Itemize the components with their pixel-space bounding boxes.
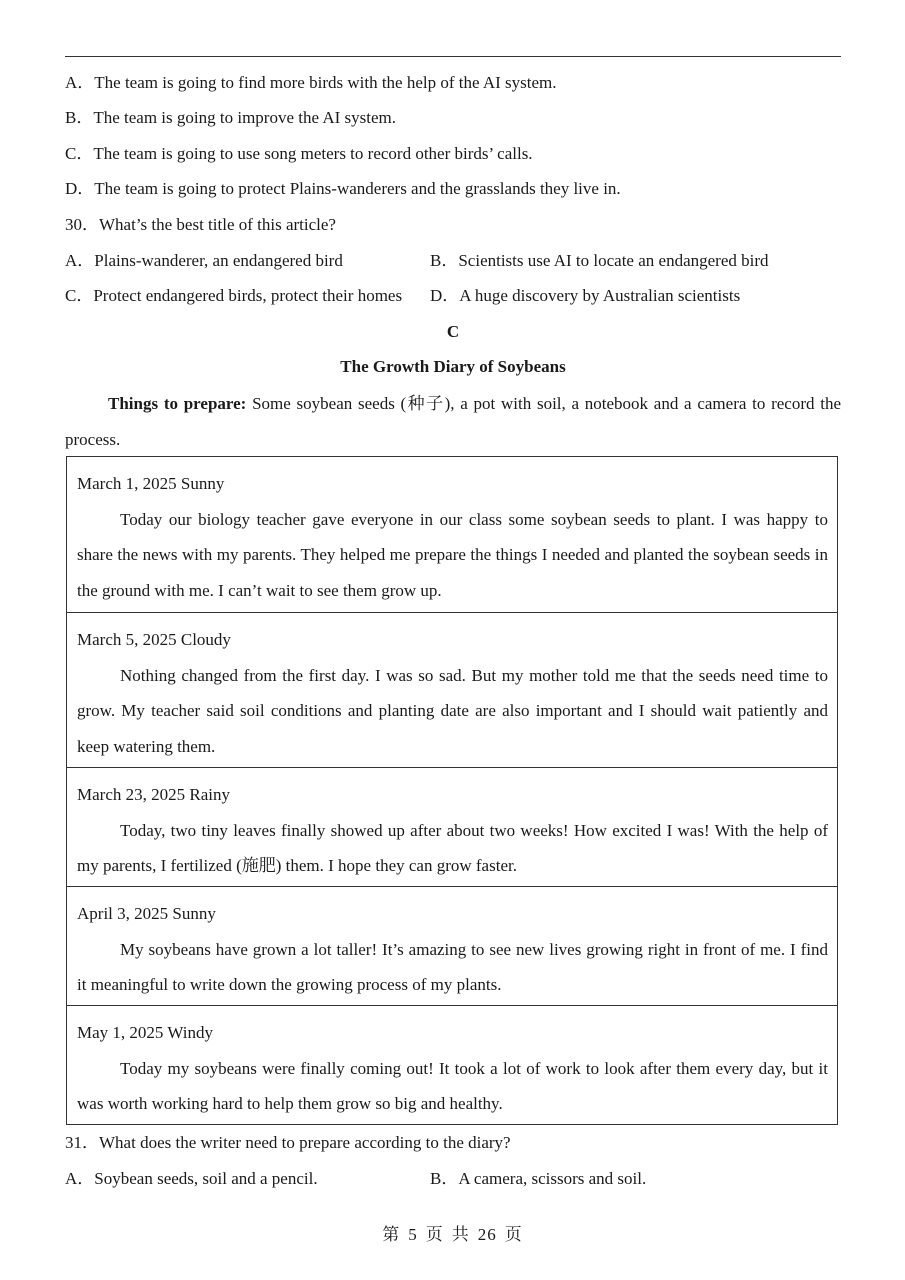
diary-date: March 1, 2025 Sunny <box>77 474 225 493</box>
diary-table <box>66 456 838 1125</box>
section-label: C <box>446 322 460 341</box>
header-rule <box>65 56 841 57</box>
q30-option-a: A．Plains-wanderer, an endangered bird <box>65 251 343 270</box>
q30-question: 30．What’s the best title of this article? <box>65 215 336 234</box>
diary-date: March 5, 2025 Cloudy <box>77 630 231 649</box>
diary-entry <box>67 457 837 612</box>
q30-option-b: B．Scientists use AI to locate an endangered bird <box>430 251 769 270</box>
diary-text: Today, two tiny leaves finally showed up after about two weeks! How excited I was! With the help of my parents, I fertilized (施肥) them. I hope they can grow faster. <box>77 820 828 875</box>
diary-entry <box>67 767 837 886</box>
q31-option-b: B．A camera, scissors and soil. <box>430 1169 647 1188</box>
diary-text: My soybeans have grown a lot taller! It’s amazing to see new lives growing right in front of me. I find it meaningful to write down the growing process of my plants. <box>77 939 828 994</box>
passage-title: The Growth Diary of Soybeans <box>340 357 566 376</box>
prep-paragraph <box>65 386 841 457</box>
q31-question: 31．What does the writer need to prepare according to the diary? <box>65 1133 511 1152</box>
page-footer: 第 5 页 共 26 页 <box>382 1225 523 1244</box>
prep-text: Some soybean seeds (种子), a pot with soil, a notebook and a camera to record the process. <box>65 394 841 449</box>
diary-entry <box>67 1005 837 1124</box>
diary-text: Today our biology teacher gave everyone in our class some soybean seeds to plant. I was happy to share the news with my parents. They helped me prepare the things I needed and planted the soybean seeds in the ground with me. I can’t wait to see them grow up. <box>77 509 828 600</box>
q29-option-a: A．The team is going to find more birds with the help of the AI system. <box>65 73 557 92</box>
diary-date: March 23, 2025 Rainy <box>77 785 230 804</box>
q29-option-b: B．The team is going to improve the AI system. <box>65 108 396 127</box>
q29-option-d: D．The team is going to protect Plains-wanderers and the grasslands they live in. <box>65 179 621 198</box>
prep-label: Things to prepare: <box>108 394 247 413</box>
page-number: 5 <box>408 1225 418 1244</box>
diary-date: May 1, 2025 Windy <box>77 1023 213 1042</box>
diary-date: April 3, 2025 Sunny <box>77 904 216 923</box>
diary-entry <box>67 886 837 1005</box>
diary-text: Nothing changed from the first day. I was so sad. But my mother told me that the seeds need time to grow. My teacher said soil conditions and planting date are also important and I should wait patiently and keep watering them. <box>77 665 828 756</box>
diary-text: Today my soybeans were finally coming out! It took a lot of work to look after them every day, but it was worth working hard to help them grow so big and healthy. <box>77 1058 828 1113</box>
q31-option-a: A．Soybean seeds, soil and a pencil. <box>65 1169 318 1188</box>
diary-entry <box>67 612 837 767</box>
total-pages: 26 <box>477 1225 497 1244</box>
q29-option-c: C．The team is going to use song meters to record other birds’ calls. <box>65 144 533 163</box>
q30-option-c: C．Protect endangered birds, protect their homes <box>65 286 403 305</box>
q30-option-d: D．A huge discovery by Australian scientists <box>430 286 741 305</box>
